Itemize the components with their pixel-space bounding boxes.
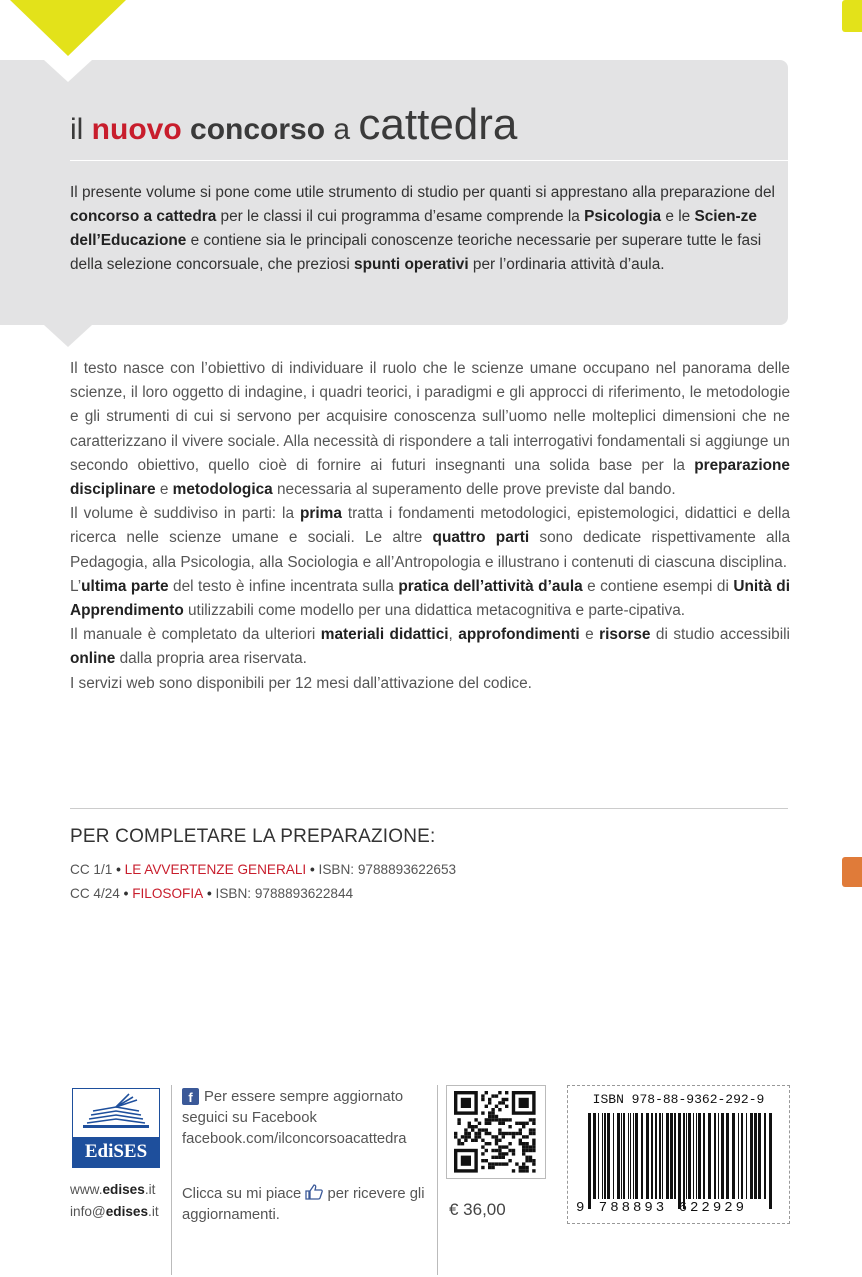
logo-text: EdiSES	[73, 1137, 159, 1167]
page-title: il nuovo concorso a cattedra	[70, 100, 518, 149]
isbn-digits: 9 788893 622929	[576, 1200, 748, 1216]
prep-heading: PER COMPLETARE LA PREPARAZIONE:	[70, 826, 436, 847]
body-paragraph-3: L’ultima parte del testo è infine incentrata sulla pratica dell’attività d’aula e contiene esempi di Unità di Apprendimento utilizzabili come modello per una didattica metacognitiva e parte-cipativa.	[70, 577, 790, 620]
like-text: Clicca su mi piace per ricevere gli aggiornamenti.	[182, 1186, 425, 1223]
thumbs-up-icon	[305, 1184, 323, 1200]
email-link[interactable]: info@edises.it	[70, 1204, 159, 1219]
yellow-edge-tab	[842, 0, 862, 32]
yellow-corner-triangle	[10, 0, 126, 56]
footer-separator-1	[171, 1085, 172, 1275]
body-paragraph-5: I servizi web sono disponibili per 12 mesi dall’attivazione del codice.	[70, 674, 532, 692]
orange-edge-tab	[842, 857, 862, 887]
footer-separator-2	[437, 1085, 438, 1275]
description-body	[70, 357, 790, 696]
panel-notch-bottom	[44, 325, 92, 347]
facebook-text: Per essere sempre aggiornato seguici su Facebook facebook.com/ilconcorsoacattedra	[182, 1089, 407, 1147]
body-paragraph-4: Il manuale è completato da ulteriori materiali didattici, approfondimenti e risorse di studio accessibili online dalla propria area riservata.	[70, 626, 790, 668]
price: € 36,00	[449, 1200, 506, 1219]
qr-code[interactable]	[446, 1085, 546, 1179]
related-title-2: CC 4/24 • FILOSOFIA • ISBN: 9788893622844	[70, 886, 354, 901]
isbn-barcode-box	[567, 1085, 790, 1224]
title-divider	[70, 160, 788, 161]
facebook-icon[interactable]: f	[182, 1088, 199, 1105]
barcode	[588, 1113, 774, 1213]
body-paragraph-2: Il volume è suddiviso in parti: la prima tratta i fondamenti metodologici, epistemologici, didattici e della ricerca nelle scienze umane e sociali. Le altre quattro parti sono dedicate rispettivamente alla Pedagogia, alla Psicologia, alla Sociologia e all’Antropologia e illustrano i contenuti di ciascuna disciplina.	[70, 505, 791, 571]
section-divider	[70, 808, 788, 809]
intro-paragraph: Il presente volume si pone come utile strumento di studio per quanti si apprestano alla preparazione del concorso a cattedra per le classi il cui programma d’esame comprende la Psicologia e le Scien-ze dell’Educazione e contiene sia le principali conoscenze teoriche necessarie per superare tutte le fasi della selezione concorsuale, che preziosi spunti operativi per l’ordinaria attività d’aula.	[70, 184, 775, 273]
body-paragraph-1: Il testo nasce con l’obiettivo di individuare il ruolo che le scienze umane occupano nel panorama delle scienze, il loro oggetto di indagine, i quadri teorici, i paradigmi e gli approcci di riferimento, le metodologie e gli strumenti di cui si servono per acquisire conoscenza sull’uomo nelle molteplici dimensioni che ne caratterizzano il vivere sociale. Alla necessità di rispondere a tali interrogativi fondamentali si aggiunge un secondo obiettivo, quello cioè di fornire ai futuri insegnanti una solida base per la preparazione disciplinare e metodologica necessaria al superamento delle prove previste dal bando.	[70, 360, 790, 499]
website-link[interactable]: www.edises.it	[70, 1182, 156, 1197]
panel-notch-top	[44, 60, 92, 82]
related-title-1: CC 1/1 • LE AVVERTENZE GENERALI • ISBN: 9788893622653	[70, 862, 457, 877]
book-icon	[73, 1089, 159, 1135]
isbn-label: ISBN 978-88-9362-292-9	[592, 1092, 765, 1107]
edises-logo	[72, 1088, 160, 1168]
